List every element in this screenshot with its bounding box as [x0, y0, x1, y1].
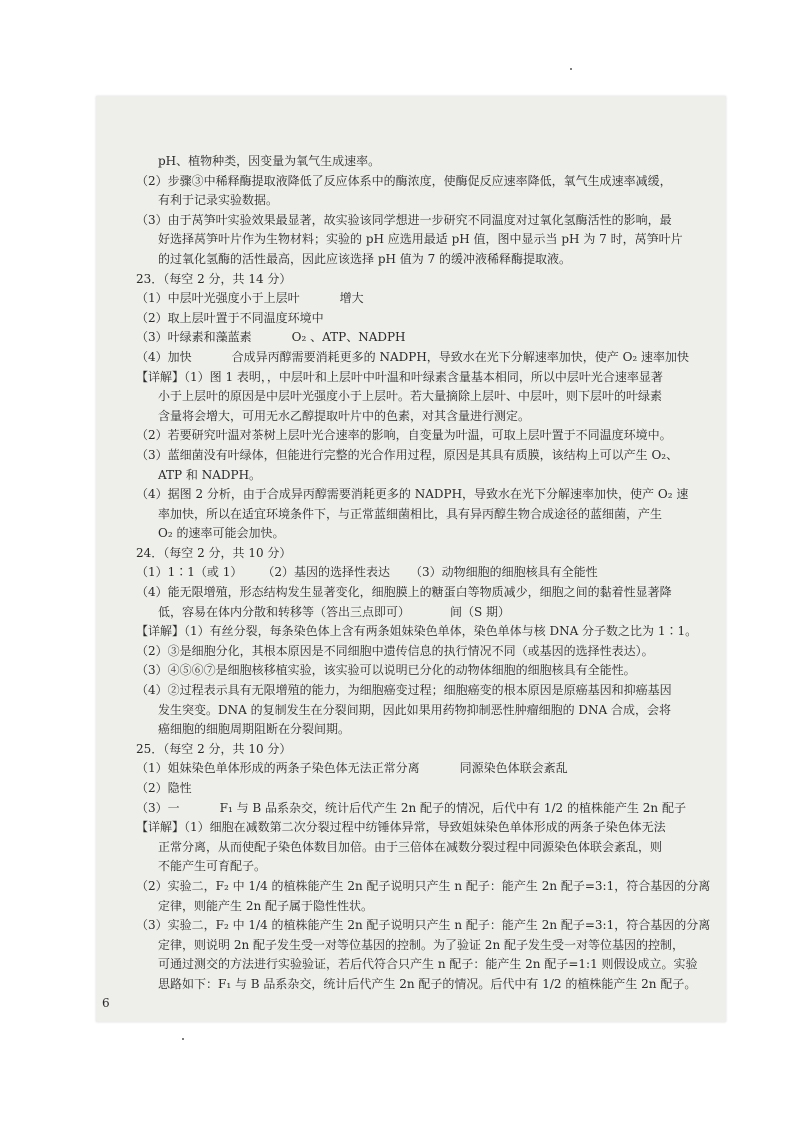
- text-line: 的过氧化氢酶的活性最高，因此应该选择 pH 值为 7 的缓冲液稀释酶提取液。: [158, 251, 572, 266]
- answer-text-part: 增大: [339, 291, 364, 306]
- answer-line: [136, 759, 712, 779]
- text-line: 好选择莴笋叶片作为生物材料；实验的 pH 应选用最适 pH 值，图中显示当 pH 为 7 时，莴笋叶片: [158, 232, 683, 247]
- answer-text-part: （1）姐妹染色单体形成的两条子染色体无法正常分离: [136, 761, 420, 776]
- explanation-line: 癌细胞的细胞周期阻断在分裂间期。: [158, 722, 351, 737]
- page-number: 6: [102, 996, 110, 1010]
- question-heading-24: 24．（每空 2 分，共 10 分）: [136, 545, 292, 560]
- explanation-line: （2）实验二，F₂ 中 1/4 的植株能产生 2n 配子说明只产生 n 配子：能产生 2n 配子=3:1，符合基因的分离: [136, 878, 711, 893]
- answer-line: [136, 348, 712, 368]
- explanation-line: 正常分离，从而使配子染色体数目加倍。由于三倍体在减数分裂过程中同源染色体联会紊乱，则: [158, 839, 663, 854]
- explanation-line: 定律，则说明 2n 配子发生受一对等位基因的控制。为了验证 2n 配子发生受一对等位基因的控制，: [158, 937, 684, 952]
- answer-text-part: 合成异丙醇需要消耗更多的 NADPH，导致水在光下分解速率加快，使产 O₂ 速率加快: [231, 349, 690, 364]
- answer-text-part: （3）一: [136, 800, 180, 815]
- answer-text-part: 间（S 期）: [450, 604, 511, 619]
- explanation-line: 可通过测交的方法进行实验验证，若后代符合只产生 n 配子：能产生 2n 配子=1:1 则假设成立。实验: [158, 957, 698, 972]
- scan-speck: [182, 1038, 184, 1040]
- answer-line: （2）隐性: [136, 781, 192, 795]
- explanation-line: 不能产生可育配子。: [158, 859, 267, 874]
- question-heading-23: 23．（每空 2 分，共 14 分）: [136, 271, 292, 286]
- answer-line: （4）能无限增殖，形态结构发生显著变化，细胞膜上的糖蛋白等物质减少，细胞之间的黏着性显著降: [136, 585, 672, 600]
- explanation-line: 【详解】（1）有丝分裂，每条染色体上含有两条姐妹染色单体，染色单体与核 DNA 分子数之比为 1∶1。: [136, 624, 698, 639]
- explanation-line: （2）③是细胞分化，其根本原因是不同细胞中遗传信息的执行情况不同（或基因的选择性表达）。: [136, 643, 654, 658]
- explanation-line: O₂ 的速率可能会加快。: [158, 526, 285, 541]
- explanation-line: 【详解】（1）图 1 表明，，中层叶和上层叶中叶温和叶绿素含量基本相同，所以中层叶光合速率显著: [136, 369, 663, 384]
- explanation-line: 发生突变。DNA 的复制发生在分裂间期，因此如果用药物抑制恶性肿瘤细胞的 DNA 合成，会将: [158, 702, 672, 717]
- answer-text-part: 同源染色体联会紊乱: [459, 761, 568, 776]
- document-page: [96, 96, 726, 1022]
- answer-line: [136, 563, 712, 583]
- explanation-line: （2）若要研究叶温对茶树上层叶光合速率的影响，自变量为叶温，可取上层叶置于不同温度环境中。: [136, 428, 672, 443]
- answer-line: [136, 603, 712, 623]
- explanation-line: 含量将会增大，可用无水乙醇提取叶片中的色素，对其含量进行测定。: [158, 408, 531, 423]
- question-heading-25: 25．（每空 2 分，共 10 分）: [136, 741, 292, 756]
- text-line: （3）由于莴笋叶实验效果最显著，故实验该同学想进一步研究不同温度对过氧化氢酶活性的影响，最: [136, 212, 672, 227]
- answer-text-part: （3）动物细胞的细胞核具有全能性: [410, 565, 598, 580]
- explanation-line: 思路如下：F₁ 与 B 品系杂交，统计后代产生 2n 配子的情况。后代中有 1/2 的植株能产生 2n 配子。: [158, 976, 697, 991]
- explanation-line: （3）蓝细菌没有叶绿体，但能进行完整的光合作用过程，原因是其具有质膜，该结构上可以产生 O₂、: [136, 447, 679, 462]
- answer-text-part: （1）1∶1（或 1）: [136, 565, 243, 580]
- answer-text-part: 低，容易在体内分散和转移等（答出三点即可）: [158, 604, 411, 619]
- text-line: 有利于记录实验数据。: [158, 193, 279, 208]
- text-line: pH、植物种类，因变量为氧气生成速率。: [158, 154, 381, 168]
- explanation-line: （3）④⑤⑥⑦是细胞核移植实验，该实验可以说明已分化的动物体细胞的细胞核具有全能性。: [136, 663, 636, 678]
- explanation-line: ATP 和 NADPH。: [158, 467, 262, 482]
- answer-text-part: F₁ 与 B 品系杂交，统计后代产生 2n 配子的情况，后代中有 1/2 的植株能产生 2n 配子: [219, 800, 686, 815]
- answer-line: [136, 328, 712, 348]
- explanation-line: 率加快，所以在适宜环境条件下，与正常蓝细菌相比，具有异丙醇生物合成途径的蓝细菌，产生: [158, 506, 663, 521]
- answer-text-part: （1）中层叶光强度小于上层叶: [136, 291, 300, 306]
- answer-text-part: （3）叶绿素和藻蓝素: [136, 330, 252, 345]
- explanation-line: （4）据图 2 分析，由于合成异丙醇需要消耗更多的 NADPH，导致水在光下分解速率加快，使产 O₂ 速: [136, 487, 689, 502]
- explanation-line: 定律，则能产生 2n 配子属于隐性性状。: [158, 898, 373, 913]
- answer-text-part: （4）加快: [136, 349, 192, 364]
- explanation-line: 小于上层叶的原因是中层叶光强度小于上层叶。若大量摘除上层叶、中层叶，则下层叶的叶绿素: [158, 389, 663, 404]
- answer-line: [136, 289, 712, 309]
- answer-text-part: （2）基因的选择性表达: [262, 565, 390, 580]
- text-line: （2）步骤③中稀释酶提取液降低了反应体系中的酶浓度，使酶促反应速率降低，氧气生成速率减缓，: [136, 173, 672, 188]
- answer-text: [136, 152, 712, 995]
- answer-text-part: O₂ 、ATP、NADPH: [291, 330, 406, 345]
- answer-line: （2）取上层叶置于不同温度环境中: [136, 310, 324, 325]
- explanation-line: （4）②过程表示具有无限增殖的能力，为细胞癌变过程；细胞癌变的根本原因是原癌基因和抑癌基因: [136, 683, 672, 698]
- answer-line: [136, 799, 712, 819]
- explanation-line: （3）实验二，F₂ 中 1/4 的植株能产生 2n 配子说明只产生 n 配子：能产生 2n 配子=3:1，符合基因的分离: [136, 918, 711, 933]
- scan-speck: [570, 68, 572, 70]
- explanation-line: 【详解】（1）细胞在减数第二次分裂过程中纺锤体异常，导致姐妹染色单体形成的两条子染色体无法: [136, 820, 666, 835]
